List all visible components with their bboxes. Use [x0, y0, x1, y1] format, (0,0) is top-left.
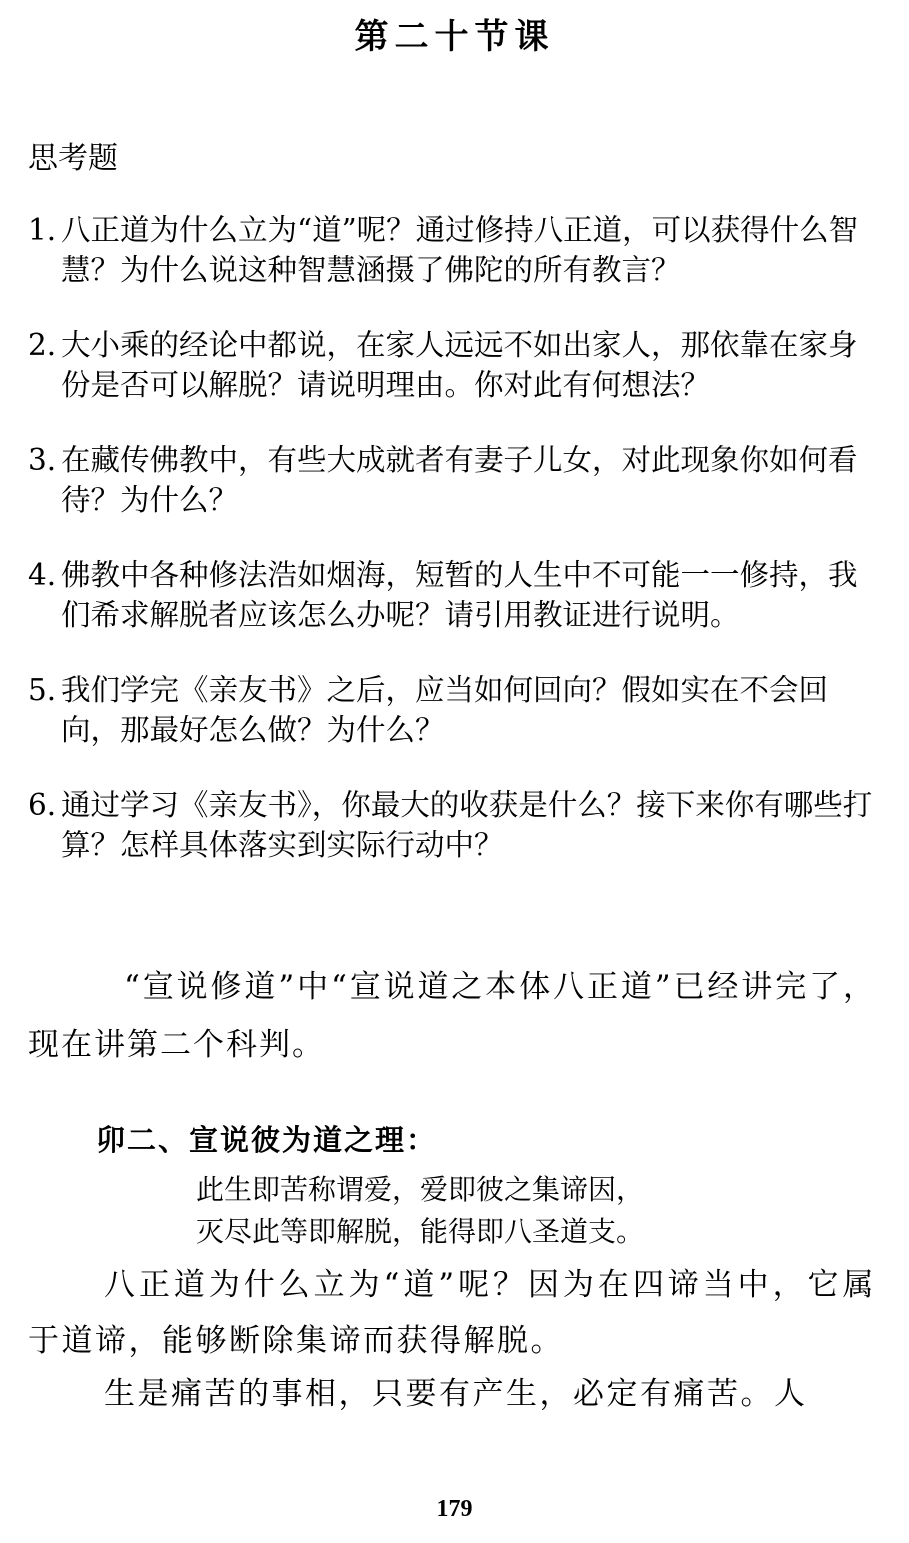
- question-item: [28, 785, 878, 865]
- question-text: 我们学完《亲友书》之后，应当如何回向？假如实在不会回向，那最好怎么做？为什么？: [61, 673, 829, 747]
- questions-heading: 思考题: [28, 141, 118, 176]
- questions-list: [28, 210, 878, 900]
- question-number: 2.: [28, 328, 57, 362]
- commentary-paragraph: 八正道为什么立为“道”呢？因为在四谛当中，它属于道谛，能够断除集谛而获得解脱。: [28, 1267, 876, 1359]
- commentary-paragraph: 生是痛苦的事相，只要有产生，必定有痛苦。人: [104, 1376, 808, 1412]
- lesson-title: 第二十节课: [354, 17, 555, 57]
- question-number: 1.: [28, 213, 57, 247]
- question-item: [28, 440, 878, 520]
- question-number: 5.: [28, 673, 57, 707]
- question-item: [28, 325, 878, 405]
- question-number: 4.: [28, 558, 57, 592]
- question-text: 通过学习《亲友书》，你最大的收获是什么？接下来你有哪些打算？怎样具体落实到实际行动中？: [61, 788, 873, 862]
- verse-line: 此生即苦称谓爱，爱即彼之集谛因，: [196, 1173, 645, 1206]
- question-number: 6.: [28, 788, 57, 822]
- question-number: 3.: [28, 443, 57, 477]
- question-item: [28, 555, 878, 635]
- question-text: 大小乘的经论中都说，在家人远远不如出家人，那依靠在家身份是否可以解脱？请说明理由。你对此有何想法？: [61, 328, 858, 402]
- intro-paragraph: “宣说修道”中“宣说道之本体八正道”已经讲完了，现在讲第二个科判。: [28, 969, 876, 1063]
- question-text: 八正道为什么立为“道”呢？通过修持八正道，可以获得什么智慧？为什么说这种智慧涵摄了佛陀的所有教言？: [61, 213, 859, 287]
- question-text: 佛教中各种修法浩如烟海，短暂的人生中不可能一一修持，我们希求解脱者应该怎么办呢？请引用教证进行说明。: [61, 558, 858, 632]
- page-number: 179: [436, 1496, 473, 1522]
- verse-line: 灭尽此等即解脱，能得即八圣道支。: [196, 1215, 645, 1248]
- section-heading: 卯二、宣说彼为道之理：: [96, 1123, 438, 1157]
- question-item: [28, 210, 878, 290]
- question-item: [28, 670, 878, 750]
- question-text: 在藏传佛教中，有些大成就者有妻子儿女，对此现象你如何看待？为什么？: [61, 443, 858, 517]
